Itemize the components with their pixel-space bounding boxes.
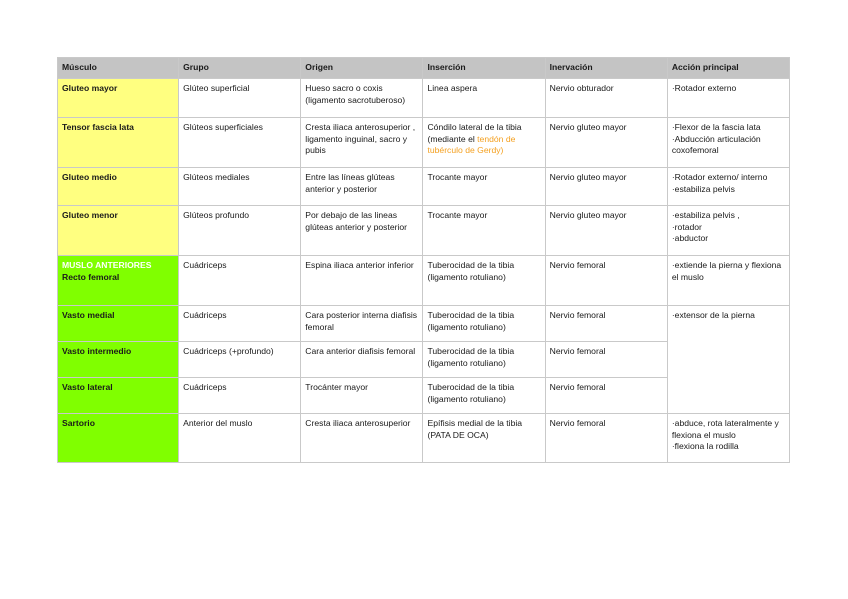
insercion-text: Cóndilo lateral de la tibia (mediante el [427,122,522,144]
accion-line: ·Rotador externo/ interno [671,172,768,182]
insercion-cell: Trocante mayor [423,168,545,206]
inervacion-cell: Nervio femoral [545,342,667,378]
insercion-cell: Linea aspera [423,79,545,118]
muscle-cell: Gluteo medio [58,168,179,206]
inervacion-cell: Nervio gluteo mayor [545,168,667,206]
muscle-cell: Tensor fascia lata [58,118,179,168]
origen-cell: Cresta iliaca anterosuperior [301,414,423,463]
origen-cell: Cara posterior interna diafisis femoral [301,306,423,342]
inervacion-cell: Nervio gluteo mayor [545,118,667,168]
inervacion-cell: Nervio gluteo mayor [545,206,667,256]
accion-line: ·estabiliza pelvis [671,183,735,194]
insercion-cell: Tuberocidad de la tibia (ligamento rotuliano) [423,256,545,306]
accion-cell [667,168,789,206]
table-row [58,206,790,256]
muscle-cell: Vasto intermedio [58,342,179,378]
grupo-cell: Glúteos superficiales [179,118,301,168]
origen-cell: Espina iliaca anterior inferior [301,256,423,306]
muscle-cell: Vasto lateral [58,378,179,414]
grupo-cell: Cuádriceps [179,256,301,306]
grupo-cell: Cuádriceps [179,378,301,414]
origen-cell: Por debajo de las lineas glúteas anterior y posterior [301,206,423,256]
muscle-cell: Gluteo menor [58,206,179,256]
accion-line: ·flexiona la rodilla [671,441,739,451]
header-origen: Origen [301,58,423,79]
grupo-cell: Cuádriceps [179,306,301,342]
insercion-highlight: tendón de tubérculo de Gerdy) [427,133,516,155]
accion-line: ·abductor [671,233,709,243]
muscle-cell: Vasto medial [58,306,179,342]
section-label: MUSLO ANTERIORES [62,260,152,270]
table-row [58,168,790,206]
insercion-cell: Tuberocidad de la tibia (ligamento rotuliano) [423,378,545,414]
accion-line: ·estabiliza pelvis , [671,210,740,220]
grupo-cell: Glúteos mediales [179,168,301,206]
accion-line: ·Flexor de la fascia lata [671,122,761,132]
header-row [58,58,790,79]
accion-line: ·rotador [671,221,702,232]
accion-line: ·abduce, rota lateralmente y flexiona el muslo [671,418,779,440]
accion-cell [667,206,789,256]
insercion-cell: Tuberocidad de la tibia (ligamento rotuliano) [423,342,545,378]
header-accion: Acción principal [667,58,789,79]
table-row [58,79,790,118]
origen-cell: Trocánter mayor [301,378,423,414]
header-insercion: Inserción [423,58,545,79]
table-row [58,306,790,342]
insercion-cell [423,118,545,168]
muscle-cell: Gluteo mayor [58,79,179,118]
origen-cell: Cresta iliaca anterosuperior , ligamento inguinal, sacro y pubis [301,118,423,168]
accion-cell [667,118,789,168]
grupo-cell: Glúteos profundo [179,206,301,256]
inervacion-cell: Nervio femoral [545,378,667,414]
grupo-cell: Anterior del muslo [179,414,301,463]
table-row [58,118,790,168]
inervacion-cell: Nervio femoral [545,306,667,342]
origen-cell: Hueso sacro o coxis (ligamento sacrotuberoso) [301,79,423,118]
origen-cell: Entre las líneas glúteas anterior y posterior [301,168,423,206]
inervacion-cell: Nervio femoral [545,256,667,306]
header-grupo: Grupo [179,58,301,79]
insercion-cell: Trocante mayor [423,206,545,256]
header-inervacion: Inervación [545,58,667,79]
table-row [58,414,790,463]
insercion-cell: Epífisis medial de la tibia (PATA DE OCA) [423,414,545,463]
accion-line: ·extensor de la pierna [671,310,755,320]
muscle-table [57,57,790,463]
origen-cell: Cara anterior diafisis femoral [301,342,423,378]
muscle-name: Recto femoral [62,271,120,282]
inervacion-cell: Nervio obturador [545,79,667,118]
accion-line: ·Rotador externo [671,83,737,93]
grupo-cell: Glúteo superficial [179,79,301,118]
muscle-cell [58,256,179,306]
inervacion-cell: Nervio femoral [545,414,667,463]
accion-cell [667,79,789,118]
accion-line: ·Abducción articulación coxofemoral [671,133,761,155]
table-row [58,256,790,306]
accion-line: ·extiende la pierna y flexiona el muslo [671,260,782,282]
accion-cell [667,414,789,463]
muscle-cell: Sartorio [58,414,179,463]
grupo-cell: Cuádriceps (+profundo) [179,342,301,378]
header-musculo: Músculo [58,58,179,79]
accion-cell [667,306,789,414]
accion-cell [667,256,789,306]
insercion-cell: Tuberocidad de la tibia (ligamento rotuliano) [423,306,545,342]
